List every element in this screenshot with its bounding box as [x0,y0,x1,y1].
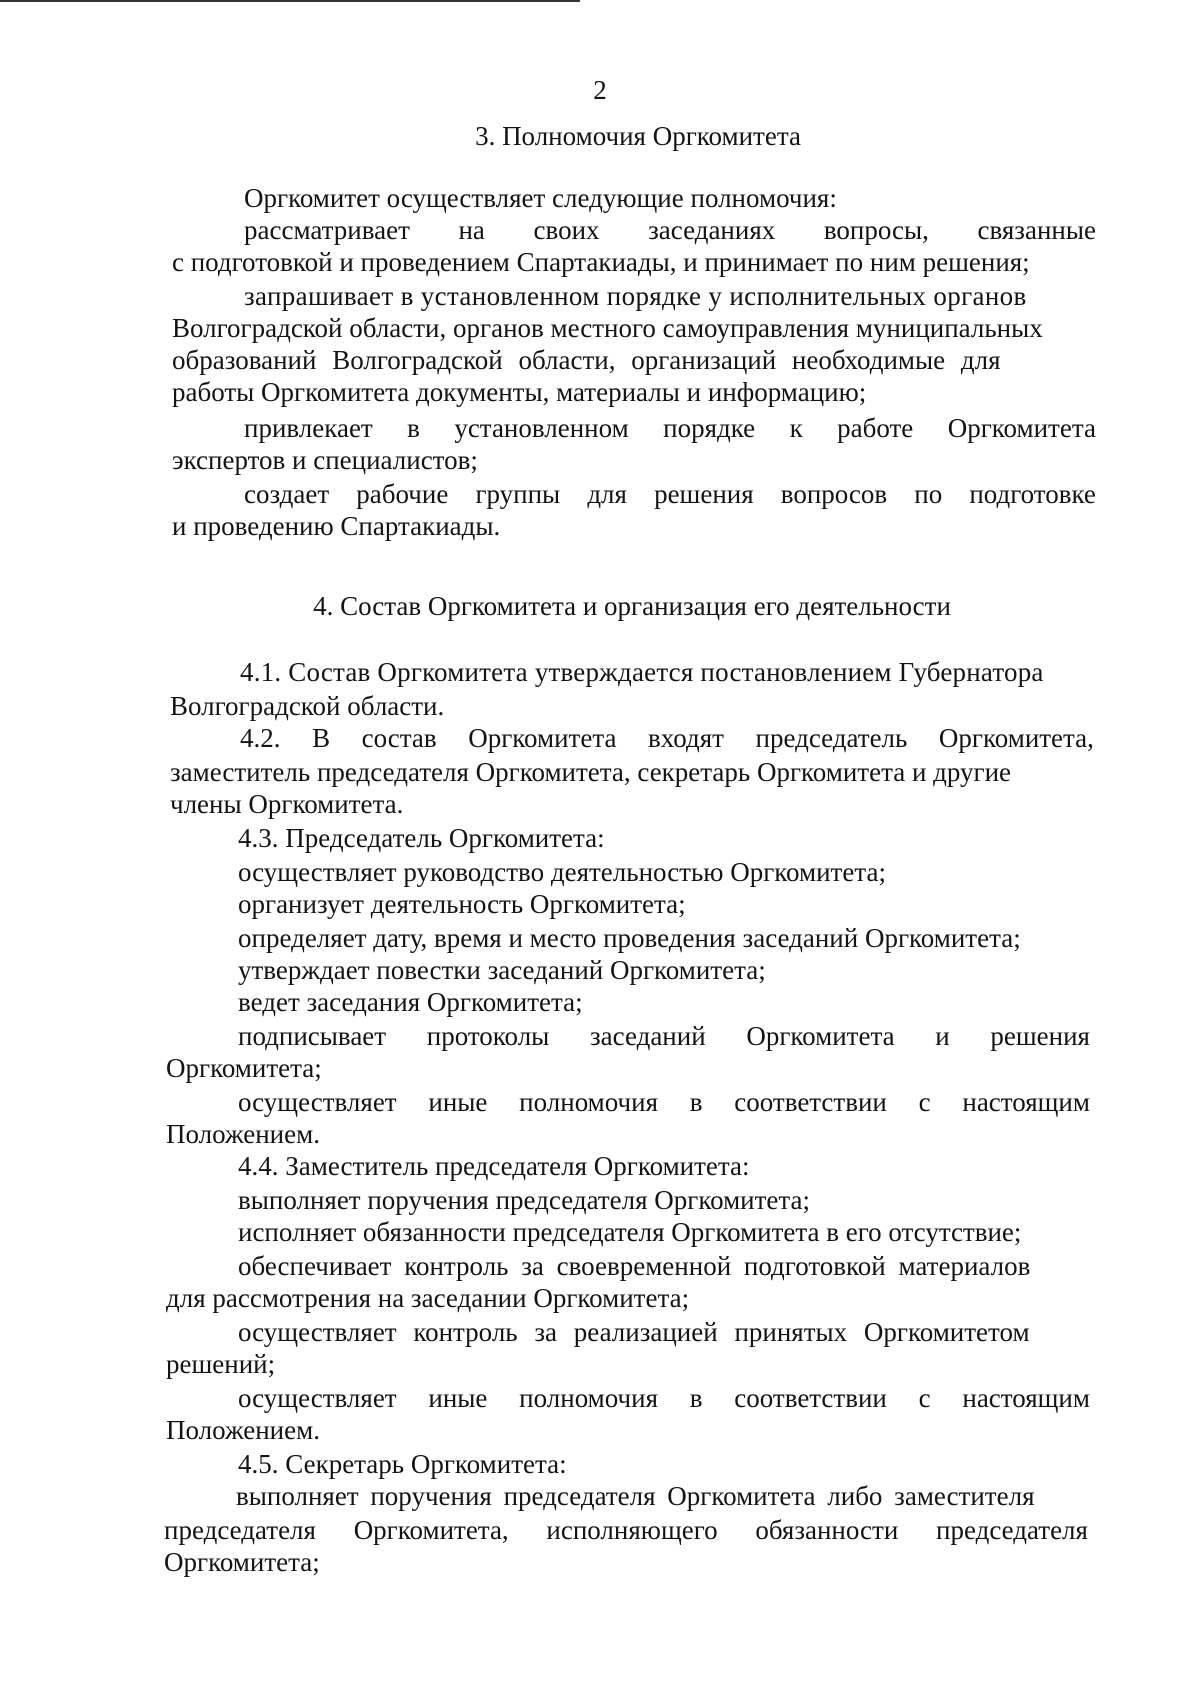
p45-item1-line1: выполняет поручения председателя Оргкомитета либо заместителя [236,1481,1035,1511]
p41-line2: Волгоградской области. [170,691,445,721]
p44-item3-line1: обеспечивает контроль за своевременной подготовкой материалов [238,1251,1031,1281]
section-3-intro: Оргкомитет осуществляет следующие полномочия: [244,183,837,213]
p44-item5-line2: Положением. [166,1415,320,1445]
p43-item5: ведет заседания Оргкомитета; [238,987,583,1017]
p43-item7-line2: Положением. [166,1119,320,1149]
p43-item2: организует деятельность Оргкомитета; [238,889,686,919]
p45-item1-line2: председателя Оргкомитета, исполняющего обязанности председателя [164,1515,1088,1545]
section-4-heading: 4. Состав Оргкомитета и организация его деятельности [313,591,951,621]
page-number: 2 [593,75,607,105]
s3-item1-line1: рассматривает на своих заседаниях вопросы, связанные [244,215,1096,245]
p43-item1: осуществляет руководство деятельностью Оргкомитета; [238,857,886,887]
p42-line1: 4.2. В состав Оргкомитета входят председатель Оргкомитета, [240,723,1094,753]
p45-item1-line3: Оргкомитета; [164,1547,320,1577]
s3-item4-line1: создает рабочие группы для решения вопросов по подготовке [244,479,1096,509]
p44-item3-line2: для рассмотрения на заседании Оргкомитета; [166,1283,690,1313]
section-3-heading: 3. Полномочия Оргкомитета [475,121,801,151]
s3-item4-line2: и проведению Спартакиады. [172,511,501,541]
s3-item1-line2: с подготовкой и проведением Спартакиады, и принимает по ним решения; [172,247,1030,277]
s3-item3-line1: привлекает в установленном порядке к работе Оргкомитета [244,413,1096,443]
p44-title: 4.4. Заместитель председателя Оргкомитета: [238,1151,750,1181]
s3-item3-line2: экспертов и специалистов; [172,445,478,475]
s3-item2-line2: Волгоградской области, органов местного самоуправления муниципальных [172,313,1043,343]
p43-item4: утверждает повестки заседаний Оргкомитета; [238,955,766,985]
p43-item7-line1: осуществляет иные полномочия в соответствии с настоящим [238,1087,1090,1117]
p44-item4-line1: осуществляет контроль за реализацией принятых Оргкомитетом [238,1317,1030,1347]
s3-item2-line4: работы Оргкомитета документы, материалы и информацию; [172,377,867,407]
p43-item3: определяет дату, время и место проведения заседаний Оргкомитета; [238,923,1021,953]
p43-title: 4.3. Председатель Оргкомитета: [238,823,605,853]
p41-line1: 4.1. Состав Оргкомитета утверждается постановлением Губернатора [240,657,1044,687]
p44-item1: выполняет поручения председателя Оргкомитета; [238,1185,811,1215]
p42-line3: члены Оргкомитета. [170,789,404,819]
p44-item5-line1: осуществляет иные полномочия в соответствии с настоящим [238,1383,1090,1413]
p44-item2: исполняет обязанности председателя Оргкомитета в его отсутствие; [238,1217,1022,1247]
p42-line2: заместитель председателя Оргкомитета, секретарь Оргкомитета и другие [170,757,1012,787]
s3-item2-line3: образований Волгоградской области, организаций необходимые для [172,345,1001,375]
scan-edge-line [0,0,580,2]
p43-item6-line2: Оргкомитета; [166,1053,322,1083]
s3-item2-line1: запрашивает в установленном порядке у исполнительных органов [244,281,1027,311]
p43-item6-line1: подписывает протоколы заседаний Оргкомитета и решения [238,1021,1090,1051]
p45-title: 4.5. Секретарь Оргкомитета: [238,1449,567,1479]
p44-item4-line2: решений; [166,1349,276,1379]
